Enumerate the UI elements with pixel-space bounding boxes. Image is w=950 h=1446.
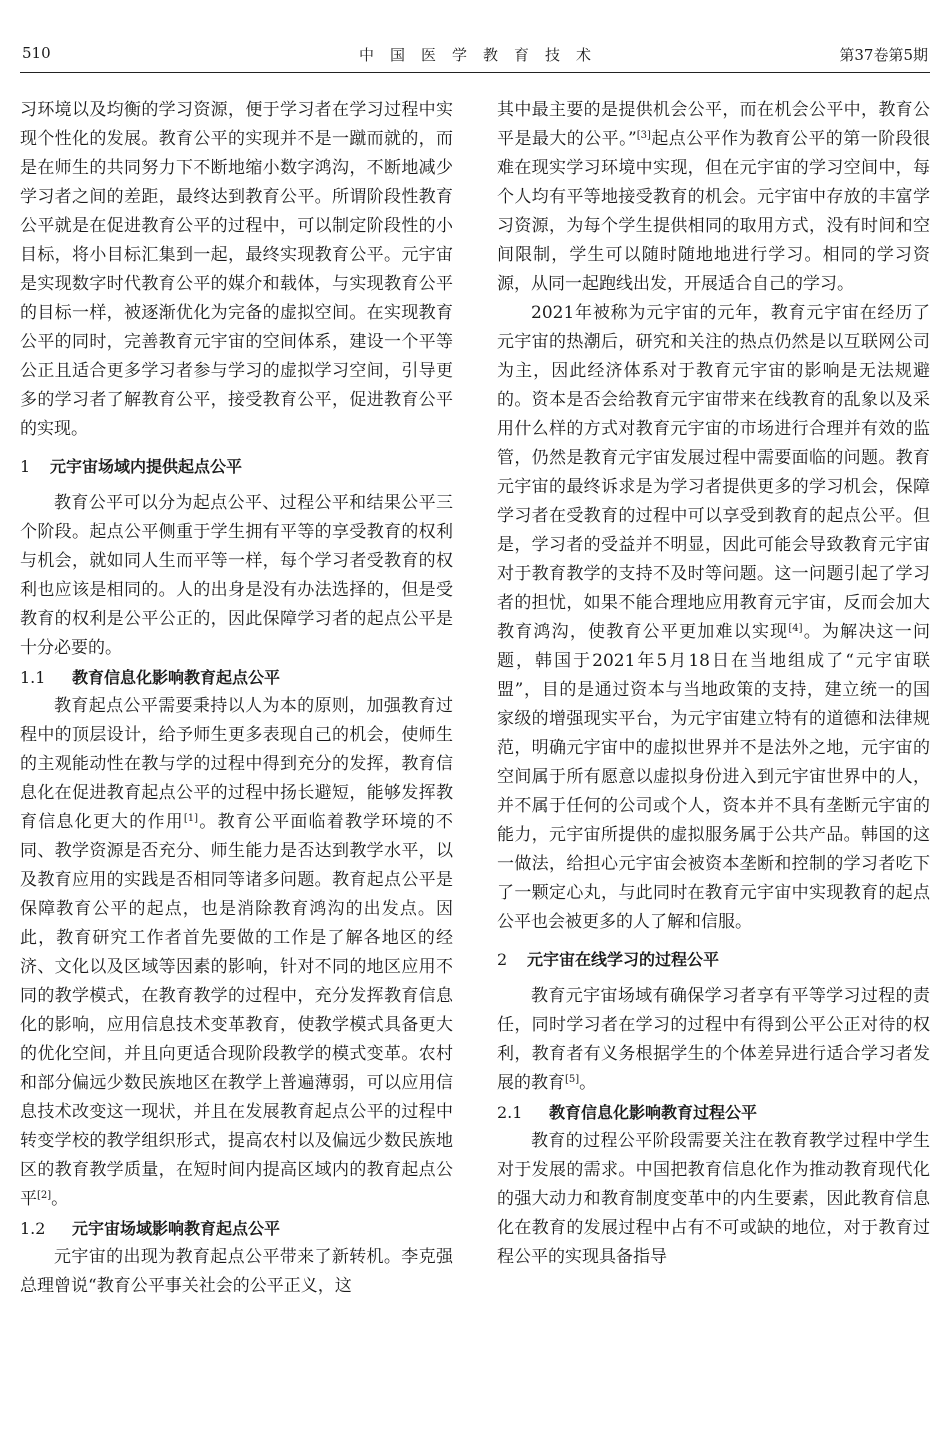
- text-run: 起点公平作为教育公平的第一阶段很难在现实学习环境中实现，但在元宇宙的学习空间中，每个人均有平等地接受教育的机会。元宇宙中存放的丰富学习资源，为每个学生提供相同的取用方式，没有时间和空间限制，学生可以随时随地地进行学习。相同的学习资源，从同一起跑线出发，开展适合自己的学习。: [497, 129, 930, 294]
- section-number: 2: [497, 950, 508, 969]
- volume-issue: 第37卷第5期: [839, 46, 928, 64]
- section-number: 1.2: [20, 1219, 46, 1238]
- running-header: [20, 44, 930, 73]
- citation[interactable]: [5]: [565, 1074, 580, 1085]
- citation[interactable]: [1]: [183, 813, 199, 824]
- section-title: 元宇宙场域内提供起点公平: [50, 457, 243, 476]
- section-number: 2.1: [497, 1103, 523, 1122]
- subsection-heading-1-2: [20, 1214, 453, 1243]
- paragraph: 元宇宙的出现为教育起点公平带来了新转机。李克强总理曾说“教育公平事关社会的公平正义，这: [20, 1247, 453, 1296]
- section-number: 1: [20, 457, 31, 476]
- section-heading-2: [497, 945, 930, 974]
- paragraph: 教育公平可以分为起点公平、过程公平和结果公平三个阶段。起点公平侧重于学生拥有平等的享受教育的权利与机会，就如同人生而平等一样，每个学习者受教育的权利也应该是相同的。人的出身是没有办法选择的，但是受教育的权利是公平公正的，因此保障学习者的起点公平是十分必要的。: [20, 493, 453, 658]
- text-run: 教育起点公平需要秉持以人为本的原则，加强教育过程中的顶层设计，给予师生更多表现自己的机会，使师生的主观能动性在教与学的过程中得到充分的发挥，教育信息化在促进教育起点公平的过程中扬长避短，能够发挥教育信息化更大的作用: [20, 696, 453, 832]
- journal-title: 中国医学教育技术: [358, 46, 607, 64]
- section-title: 教育信息化影响教育过程公平: [549, 1103, 758, 1122]
- left-column: [20, 96, 453, 1301]
- section-title: 元宇宙在线学习的过程公平: [527, 950, 720, 969]
- text-run: 教育元宇宙场域有确保学习者享有平等学习过程的责任，同时学习者在学习的过程中有得到公平公正对待的权利，教育者有义务根据学生的个体差异进行适合学习者发展的教育: [497, 986, 930, 1093]
- citation[interactable]: [3]: [636, 130, 651, 141]
- paragraph: 习环境以及均衡的学习资源，便于学习者在学习过程中实现个性化的发展。教育公平的实现并不是一蹴而就的，而是在师生的共同努力下不断地缩小数字鸿沟，不断地减少学习者之间的差距，最终达到教育公平。所谓阶段性教育公平就是在促进教育公平的过程中，可以制定阶段性的小目标，将小目标汇集到一起，最终实现教育公平。元宇宙是实现数字时代教育公平的媒介和载体，与实现教育公平的目标一样，被逐渐优化为完备的虚拟空间。在实现教育公平的同时，完善教育元宇宙的空间体系，建设一个平等公正且适合更多学习者参与学习的虚拟学习空间，引导更多的学习者了解教育公平，接受教育公平，促进教育公平的实现。: [20, 100, 453, 439]
- text-run: 2021年被称为元宇宙的元年，教育元宇宙在经历了元宇宙的热潮后，研究和关注的热点仍然是以互联网公司为主，因此经济体系对于教育元宇宙的影响是无法规避的。资本是否会给教育元宇宙带来在线教育的乱象以及采用什么样的方式对教育元宇宙的市场进行合理并有效的监管，仍然是教育元宇宙发展过程中需要面临的问题。教育元宇宙的最终诉求是为学习者提供更多的学习机会，保障学习者在受教育的过程中可以享受到教育的起点公平。但是，学习者的受益并不明显，因此可能会导致教育元宇宙对于教育教学的支持不及时等问题。这一问题引起了学习者的担忧，如果不能合理地应用教育元宇宙，反而会加大教育鸿沟，使教育公平更加难以实现: [497, 303, 930, 642]
- text-run: 。为解决这一问题，韩国于2021年5月18日在当地组成了“元宇宙联盟”，目的是通过资本与当地政策的支持，建立统一的国家级的增强现实平台，为元宇宙建立特有的道德和法律规范，明确元宇宙中的虚拟世界并不是法外之地，元宇宙的空间属于所有愿意以虚拟身份进入到元宇宙世界中的人，并不属于任何的公司或个人，资本并不具有垄断元宇宙的能力，元宇宙所提供的虚拟服务属于公共产品。韩国的这一做法，给担心元宇宙会被资本垄断和控制的学习者吃下了一颗定心丸，与此同时在教育元宇宙中实现教育的起点公平也会被更多的人了解和信服。: [497, 622, 931, 932]
- section-heading-1: [20, 452, 453, 481]
- page-number: 510: [22, 44, 51, 62]
- section-title: 教育信息化影响教育起点公平: [72, 668, 281, 687]
- citation[interactable]: [2]: [37, 1190, 52, 1201]
- text-run: 。: [579, 1073, 597, 1093]
- paragraph: [497, 299, 930, 937]
- right-column: [497, 96, 930, 1272]
- text-run: 其中最主要的是提供机会公平，而在机会公平中，教育公平是最大的公平。”: [497, 100, 930, 149]
- section-number: 1.1: [20, 668, 46, 687]
- subsection-heading-1-1: [20, 663, 453, 692]
- section-title: 元宇宙场域影响教育起点公平: [72, 1219, 281, 1238]
- paragraph: 教育的过程公平阶段需要关注在教育教学过程中学生对于发展的需求。中国把教育信息化作为推动教育现代化的强大动力和教育制度变革中的内生要素，因此教育信息化在教育的发展过程中占有不可或缺的地位，对于教育过程公平的实现具备指导: [497, 1131, 930, 1267]
- text-run: 。: [51, 1189, 69, 1209]
- paragraph: [497, 96, 930, 299]
- subsection-heading-2-1: [497, 1098, 930, 1127]
- text-run: 。教育公平面临着教学环境的不同、教学资源是否充分、师生能力是否达到教学水平，以及教育应用的实践是否相同等诸多问题。教育起点公平是保障教育公平的起点，也是消除教育鸿沟的出发点。因此，教育研究工作者首先要做的工作是了解各地区的经济、文化以及区域等因素的影响，针对不同的地区应用不同的教学模式，在教育教学的过程中，充分发挥教育信息化的影响，应用信息技术变革教育，使教学模式具备更大的优化空间，并且向更适合现阶段教学的模式变革。农村和部分偏远少数民族地区在教学上普遍薄弱，可以应用信息技术改变这一现状，并且在发展教育起点公平的过程中转变学校的教学组织形式，提高农村以及偏远少数民族地区的教育教学质量，在短时间内提高区域内的教育起点公平: [20, 812, 454, 1209]
- paragraph: [20, 692, 453, 1214]
- citation[interactable]: [4]: [788, 623, 803, 634]
- paragraph: [497, 982, 930, 1098]
